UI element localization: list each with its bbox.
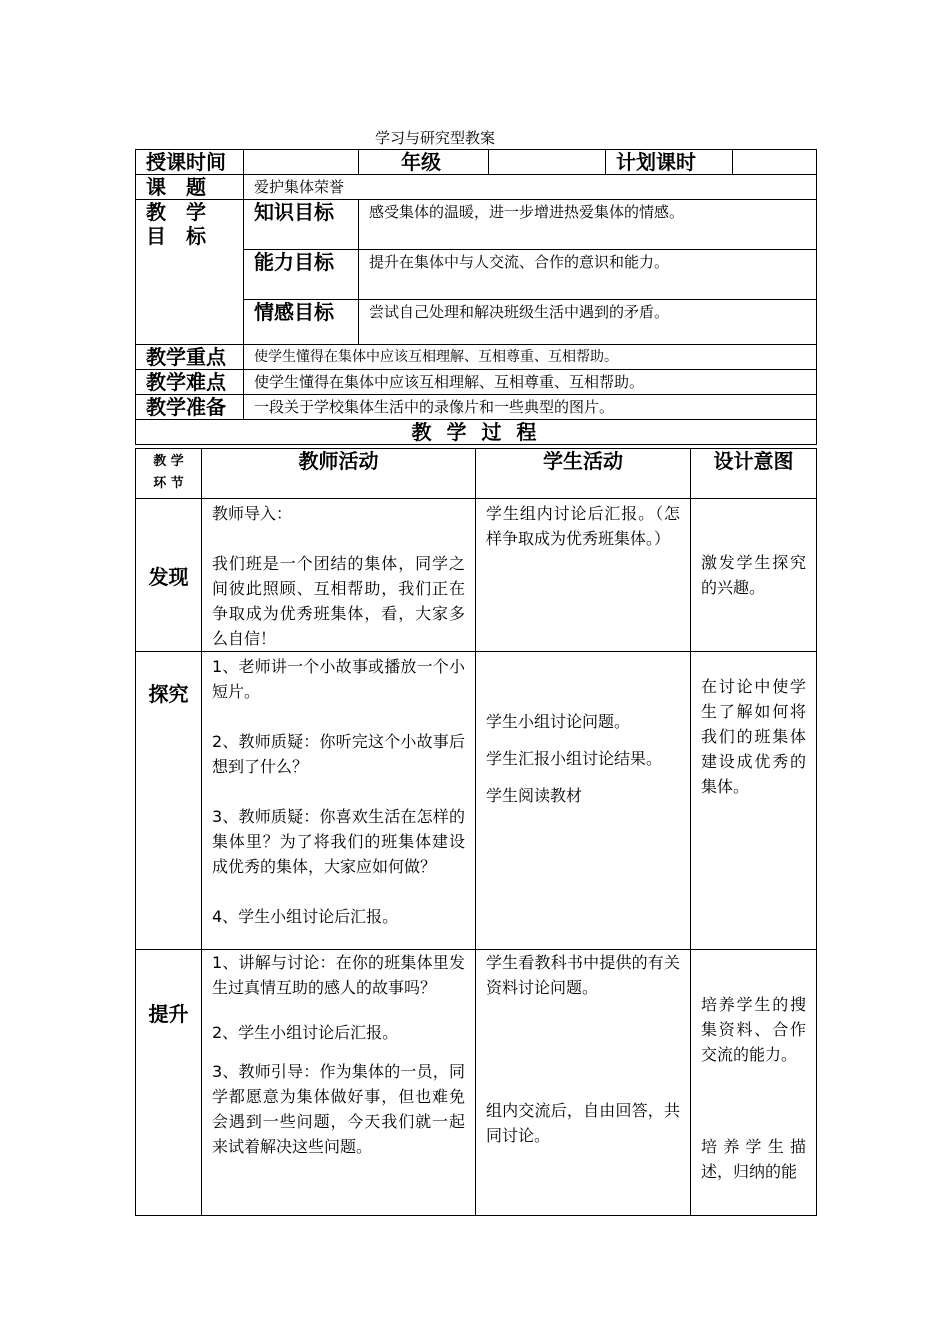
teacher-activity: [202, 950, 476, 1216]
document-title: 学习与研究型教案: [375, 129, 496, 147]
teacher-line: 2、学生小组讨论后汇报。: [212, 1023, 399, 1042]
student-activity: [476, 499, 691, 652]
hours-label: 计划课时: [606, 150, 733, 175]
design-line: 培养学生的搜集资料、合作交流的能力。: [701, 995, 806, 1064]
preparation-text: 一段关于学校集体生活中的录像片和一些典型的图片。: [244, 395, 817, 420]
time-label: 授课时间: [136, 150, 244, 175]
lesson-info-table: [135, 149, 817, 445]
topic-value: 爱护集体荣誉: [244, 175, 817, 200]
process-header-row: [136, 449, 817, 499]
teacher-line: 我们班是一个团结的集体，同学之间彼此照顾、互相帮助，我们正在争取成为优秀班集体，看，大家多么自信！: [212, 554, 465, 648]
student-line: 组内交流后，自由回答，共同讨论。: [486, 1101, 680, 1145]
grade-label: 年级: [359, 150, 489, 175]
topic-row: [136, 175, 817, 200]
student-line: 学生看教科书中提供的有关资料讨论问题。: [486, 953, 680, 997]
teacher-activity: [202, 652, 476, 950]
process-title: 教 学 过 程: [136, 420, 817, 445]
grade-value[interactable]: [489, 150, 606, 175]
design-line: 培养学生描述，归纳的能: [701, 1137, 806, 1181]
student-line: 学生阅读教材: [486, 786, 583, 805]
teacher-line: 教师导入：: [212, 504, 293, 523]
student-activity: [476, 652, 691, 950]
teacher-line: 1、老师讲一个小故事或播放一个小短片。: [212, 657, 465, 701]
preparation-row: [136, 395, 817, 420]
student-line: 学生汇报小组讨论结果。: [486, 749, 663, 768]
col-design-header: 设计意图: [691, 449, 817, 499]
knowledge-goal-text: 感受集体的温暖，进一步增进热爱集体的情感。: [359, 200, 817, 250]
goal-knowledge-row: [136, 200, 817, 250]
process-row-explore: [136, 652, 817, 950]
process-row-discover: [136, 499, 817, 652]
col-student-header: 学生活动: [476, 449, 691, 499]
design-intent: [691, 950, 817, 1216]
teacher-line: 3、教师质疑：你喜欢生活在怎样的集体里？为了将我们的班集体建设成优秀的集体，大家应如何做？: [212, 807, 465, 876]
emotion-goal-text: 尝试自己处理和解决班级生活中遇到的矛盾。: [359, 300, 817, 345]
col-stage-line1: 教 学: [153, 454, 184, 469]
header-row: [136, 150, 817, 175]
student-activity: [476, 950, 691, 1216]
difficulty-label: 教学难点: [136, 370, 244, 395]
process-table: [135, 448, 817, 1216]
stage-label: 提升: [136, 950, 202, 1216]
goals-label-line1: 教 学: [146, 200, 206, 224]
col-stage-header: [136, 449, 202, 499]
preparation-label: 教学准备: [136, 395, 244, 420]
teacher-line: 1、讲解与讨论：在你的班集体里发生过真情互助的感人的故事吗？: [212, 953, 465, 997]
design-intent: [691, 499, 817, 652]
process-row-improve: [136, 950, 817, 1216]
hours-value[interactable]: [733, 150, 817, 175]
design-line: 在讨论中使学生了解如何将我们的班集体建设成优秀的集体。: [701, 677, 806, 796]
topic-label: 课 题: [136, 175, 244, 200]
col-stage-line2: 环 节: [153, 476, 184, 491]
design-intent: [691, 652, 817, 950]
teacher-line: 4、学生小组讨论后汇报。: [212, 907, 399, 926]
focus-label: 教学重点: [136, 345, 244, 370]
stage-label: 探究: [136, 652, 202, 950]
process-title-row: [136, 420, 817, 445]
ability-goal-text: 提升在集体中与人交流、合作的意识和能力。: [359, 250, 817, 300]
goals-label: [136, 200, 244, 345]
difficulty-text: 使学生懂得在集体中应该互相理解、互相尊重、互相帮助。: [244, 370, 817, 395]
teacher-line: 3、教师引导：作为集体的一员，同学都愿意为集体做好事，但也难免会遇到一些问题，今天我们就一起来试着解决这些问题。: [212, 1062, 465, 1156]
student-line: 学生小组讨论问题。: [486, 712, 631, 731]
focus-row: [136, 345, 817, 370]
knowledge-goal-label: 知识目标: [244, 200, 359, 250]
difficulty-row: [136, 370, 817, 395]
design-line: 激发学生探究的兴趣。: [701, 553, 806, 597]
teacher-line: 2、教师质疑：你听完这个小故事后想到了什么？: [212, 732, 465, 776]
goals-label-line2: 目 标: [146, 224, 206, 248]
time-value[interactable]: [244, 150, 359, 175]
student-line: 学生组内讨论后汇报。（怎样争取成为优秀班集体。）: [486, 504, 680, 548]
focus-text: 使学生懂得在集体中应该互相理解、互相尊重、互相帮助。: [244, 345, 817, 370]
col-teacher-header: 教师活动: [202, 449, 476, 499]
emotion-goal-label: 情感目标: [244, 300, 359, 345]
ability-goal-label: 能力目标: [244, 250, 359, 300]
teacher-activity: [202, 499, 476, 652]
stage-label: 发现: [136, 499, 202, 652]
